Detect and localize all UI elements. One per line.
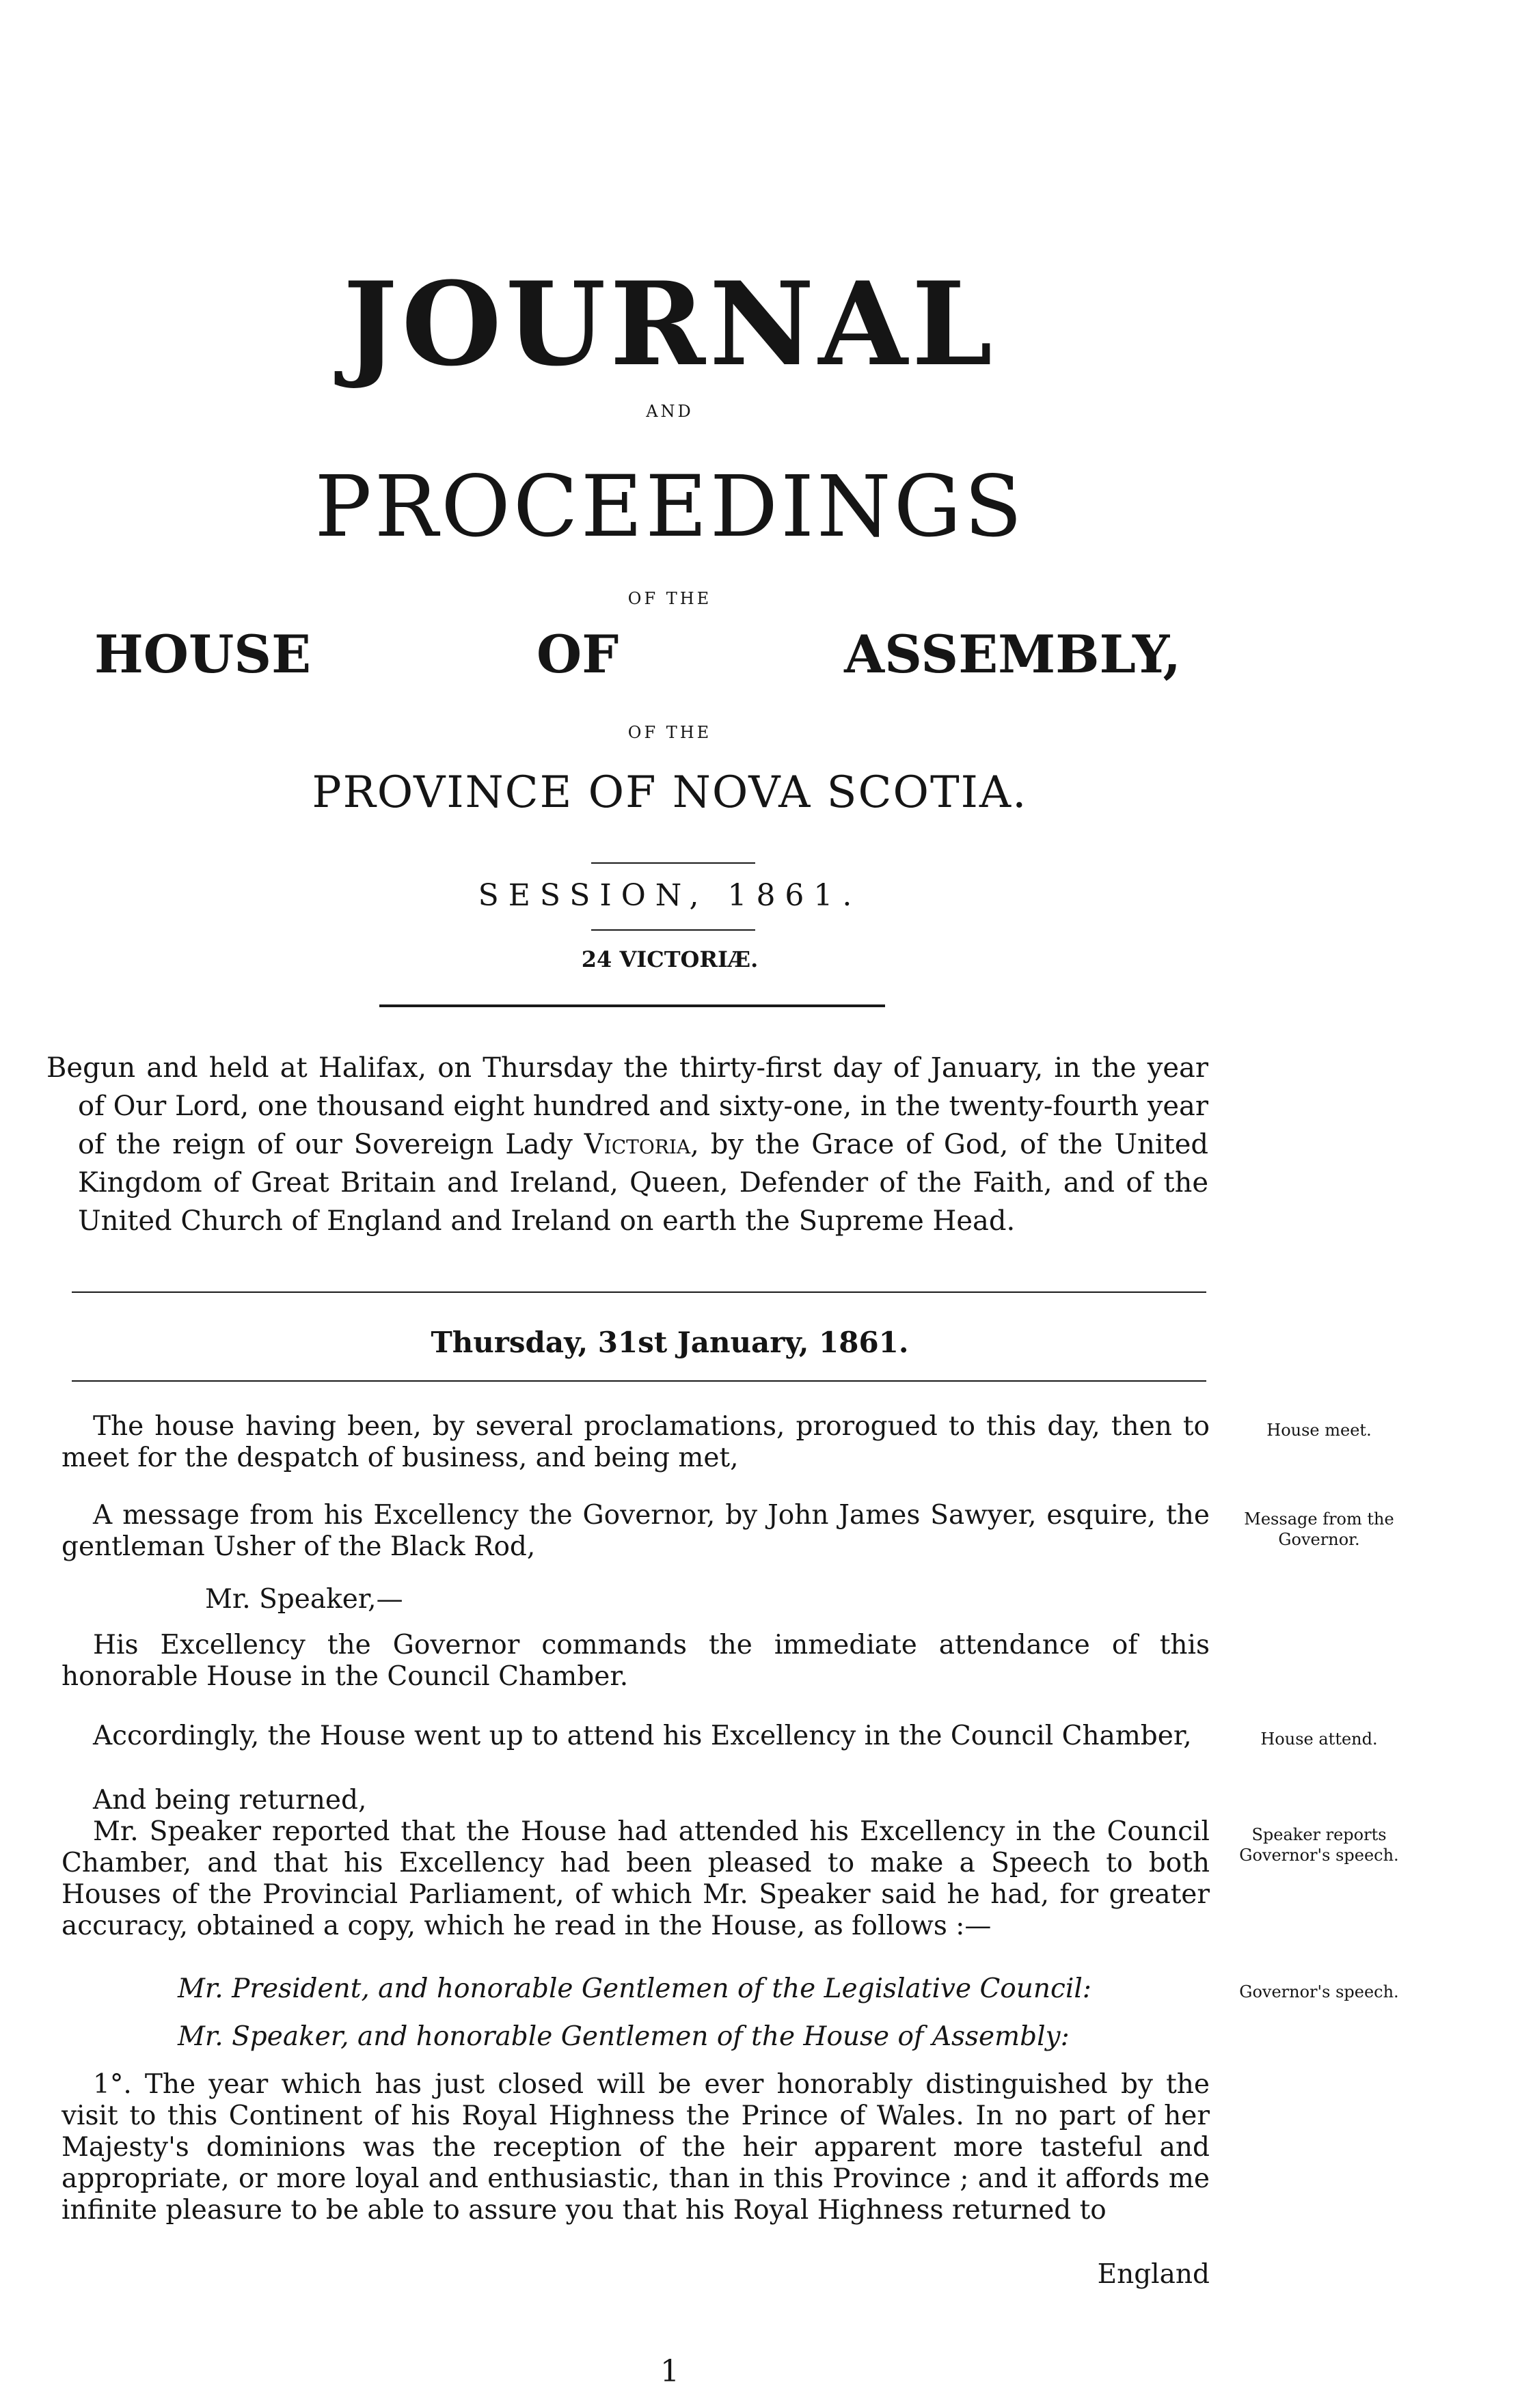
intro-sovereign: Victoria bbox=[584, 1129, 691, 1160]
house-word-2: OF bbox=[537, 624, 619, 685]
margin-note-governors-speech: Governor's speech. bbox=[1239, 1982, 1399, 2001]
margin-note-house-meet: House meet. bbox=[1266, 1421, 1372, 1440]
margin-note-house-attend: House attend. bbox=[1260, 1729, 1378, 1749]
title-province: PROVINCE OF NOVA SCOTIA. bbox=[312, 767, 1028, 818]
regnal-year: 24 VICTORIÆ. bbox=[581, 946, 759, 972]
rule-dashed-1 bbox=[72, 1291, 1206, 1293]
margin-note-message: Message from the Governor. bbox=[1244, 1509, 1394, 1549]
title-of-the-1: OF THE bbox=[627, 589, 712, 608]
sitting-date: Thursday, 31st January, 1861. bbox=[431, 1326, 909, 1359]
margin-note-speaker-reports: Speaker reports Governor's speech. bbox=[1239, 1825, 1399, 1865]
address-house-of-assembly: Mr. Speaker, and honorable Gentlemen of the House of Assembly: bbox=[178, 2021, 1070, 2052]
title-of-the-2: OF THE bbox=[627, 723, 712, 742]
paragraph-mr-speaker: Mr. Speaker,— bbox=[205, 1584, 403, 1615]
opening-paragraph bbox=[46, 1049, 1208, 1240]
intro-text-before: Begun and held at Halifax, on Thursday the thirty-first day of January, in the year of Our Lord, one thousand eight hundred and sixty-one, in the twenty-fourth year of the reign of our Sovereign Lady bbox=[46, 1052, 1208, 1160]
paragraph-house-met: The house having been, by several proclamations, prorogued to this day, then to meet for the despatch of business, and being met, bbox=[62, 1411, 1210, 1473]
address-legislative-council: Mr. President, and honorable Gentlemen of the Legislative Council: bbox=[178, 1973, 1091, 2004]
page-number: 1 bbox=[660, 2354, 679, 2389]
paragraph-speaker-report: Mr. Speaker reported that the House had attended his Excellency in the Council Chamber, and that his Excellency had been pleased to make a Speech to both Houses of the Provincial Parliament, of which Mr. Speaker said he had, for greater accuracy, obtained a copy, which he read in the House, as follows :— bbox=[62, 1816, 1210, 1941]
title-journal: JOURNAL bbox=[343, 256, 996, 392]
rule-long bbox=[379, 1004, 885, 1007]
rule-short-1 bbox=[591, 862, 755, 864]
paragraph-speech-1: 1°. The year which has just closed will be ever honorably distinguished by the visit to this Continent of his Royal Highness the Prince of Wales. In no part of her Majesty's dominions was the reception of the heir apparent more tasteful and appropriate, or more loyal and enthusiastic, than in this Province ; and it affords me infinite pleasure to be able to assure you that his Royal Highness returned to bbox=[62, 2069, 1210, 2226]
paragraph-returned: And being returned, bbox=[93, 1785, 367, 1816]
title-proceedings: PROCEEDINGS bbox=[314, 458, 1025, 556]
intro-text-after: , by the Grace of God, of the United Kingdom of Great Britain and Ireland, Queen, Defender of the Faith, and of the United Church of England and Ireland on earth the Supreme Head. bbox=[78, 1129, 1208, 1237]
rule-dashed-2 bbox=[72, 1380, 1206, 1382]
rule-short-2 bbox=[591, 929, 755, 931]
house-word-3: ASSEMBLY, bbox=[844, 624, 1181, 685]
session-line: SESSION, 1861. bbox=[478, 878, 862, 913]
catchword: England bbox=[1097, 2259, 1210, 2290]
house-word-1: HOUSE bbox=[94, 624, 312, 685]
paragraph-accordingly: Accordingly, the House went up to attend his Excellency in the Council Chamber, bbox=[93, 1721, 1192, 1751]
title-house-of-assembly bbox=[94, 624, 1181, 685]
paragraph-command: His Excellency the Governor commands the immediate attendance of this honorable House in the Council Chamber. bbox=[62, 1630, 1210, 1692]
title-and: AND bbox=[646, 402, 694, 421]
paragraph-message: A message from his Excellency the Governor, by John James Sawyer, esquire, the gentleman Usher of the Black Rod, bbox=[62, 1500, 1210, 1562]
